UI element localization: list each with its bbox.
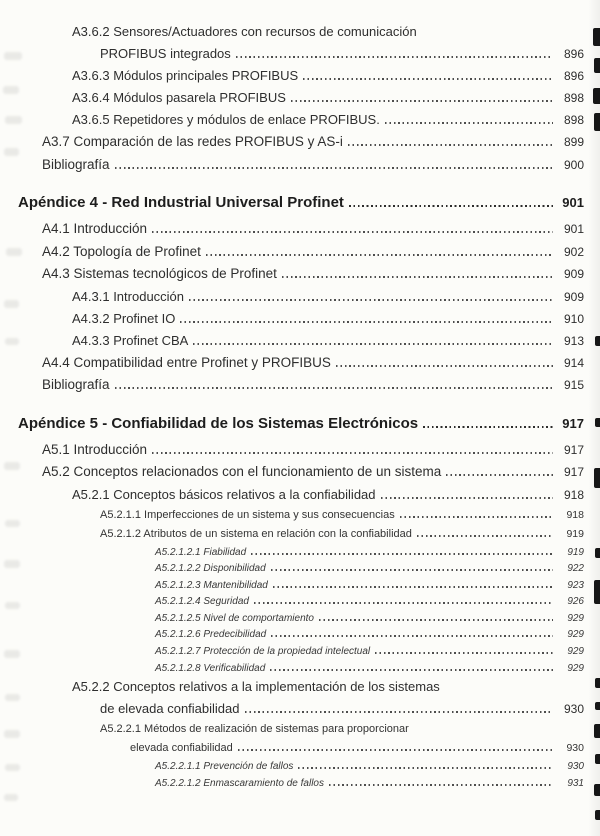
scan-edge-artifact [594,580,600,604]
toc-entry-label: A5.2.1.2.7 Protección de la propiedad intelectual [155,646,371,658]
toc-entry [0,464,600,487]
dot-leader [193,343,553,345]
toc-entry-line [0,311,600,333]
toc-entry-label: Apéndice 4 - Red Industrial Universal Profinet [18,194,344,211]
dot-leader [270,669,553,671]
toc-entry-label: A5.2.2.1.1 Prevención de fallos [155,761,294,773]
toc-entry [0,266,600,289]
toc-entry [0,723,600,761]
toc-entry [0,244,600,267]
toc-entry [0,629,600,646]
dot-leader [238,749,553,751]
page-number: 909 [563,289,584,304]
toc-entry [0,289,600,311]
toc-entry [0,487,600,509]
toc-entry-label: A3.6.2 Sensores/Actuadores con recursos de comunicación [72,24,417,39]
toc-entry-line [0,547,600,564]
toc-entry-line [0,509,600,528]
toc-entry-line [0,563,600,580]
toc-entry-label: A5.2.2.1 Métodos de realización de sistemas para proporcionar [100,723,409,736]
toc-entry-line [0,629,600,646]
page-number: 899 [563,135,584,149]
dot-leader [180,321,553,323]
toc-entry-line [0,663,600,680]
toc-entry-line [0,613,600,630]
page-number: 896 [563,69,584,83]
toc-entry [0,778,600,795]
page-number: 931 [567,777,584,789]
toc-entry-line [0,221,600,244]
scan-edge-artifact [595,754,600,764]
toc-entry [0,547,600,564]
toc-entry-label: A5.2.1.2.2 Disponibilidad [155,563,266,575]
scan-edge-artifact [594,784,600,796]
page-number: 930 [566,742,584,755]
toc-entry-label: A5.2.1.2.5 Nivel de comportamiento [155,612,314,624]
page-number: 901 [563,222,584,236]
toc-entry-label: A5.2.1 Conceptos básicos relativos a la confiabilidad [72,486,376,502]
dot-leader [271,569,553,571]
toc-entry-label: A4.4 Compatibilidad entre Profinet y PROFIBUS [42,354,331,370]
scan-edge-artifact [595,336,600,346]
page-number: 914 [563,355,584,370]
dot-leader [206,254,553,256]
toc-entry [0,580,600,597]
page-number: 917 [563,442,584,457]
toc-entry-line [0,377,600,400]
dot-leader [298,767,553,769]
scan-edge-artifact [593,28,600,46]
dot-leader [152,452,553,454]
toc-entry-label: A5.2 Conceptos relacionados con el funcionamiento de un sistema [42,464,442,479]
page-number: 923 [567,579,584,591]
toc-entry [0,563,600,580]
scan-edge-artifact [594,468,600,488]
table-of-contents [0,24,600,794]
toc-entry [0,442,600,465]
scan-edge-artifact [594,113,600,131]
dot-leader [417,535,553,537]
toc-entry-label: PROFIBUS integrados [100,46,231,61]
toc-entry-line [0,244,600,267]
toc-entry-line [0,580,600,597]
toc-entry-line [0,289,600,311]
toc-entry-line [0,442,600,465]
dot-leader [273,586,553,588]
toc-entry-label: A4.1 Introducción [42,221,148,236]
toc-entry-label: A4.2 Topología de Profinet [42,243,201,259]
toc-entry [0,157,600,180]
toc-entry-label: Bibliografía [42,156,110,172]
toc-entry [0,221,600,244]
dot-leader [336,365,553,367]
page-number: 902 [563,244,584,259]
toc-entry-label: A4.3.2 Profinet IO [72,310,176,326]
toc-entry [0,613,600,630]
toc-entry-label: A5.2.1.2.4 Seguridad [155,596,249,608]
toc-entry-line [0,701,600,723]
page-number: 930 [567,761,584,773]
dot-leader [329,784,553,786]
toc-entry-line [0,778,600,795]
dot-leader [282,276,553,278]
scan-edge-artifact [594,58,600,73]
scan-edge-artifact [595,702,600,710]
toc-entry-line [0,528,600,547]
dot-leader [423,426,553,428]
toc-entry-label: A4.3.3 Profinet CBA [72,332,189,348]
dot-leader [115,387,553,389]
toc-entry-line [0,194,600,218]
toc-entry-label: A5.2.1.2 Atributos de un sistema en relación con la confiabilidad [100,527,412,540]
toc-entry-line [0,464,600,487]
bleed-through-mark [4,794,18,801]
page-number: 930 [563,702,584,717]
toc-entry [0,355,600,378]
page-number: 901 [562,195,584,210]
toc-entry [0,663,600,680]
toc-entry [0,134,600,157]
dot-leader [446,474,553,476]
dot-leader [375,652,553,654]
toc-entry [0,333,600,355]
page-number: 929 [567,629,584,641]
toc-entry [0,509,600,528]
toc-entry-line [0,68,600,90]
toc-entry-label: A3.6.4 Módulos pasarela PROFIBUS [72,90,286,105]
dot-leader [291,100,553,102]
dot-leader [271,635,553,637]
dot-leader [303,78,553,80]
page-number: 896 [563,47,584,61]
dot-leader [319,619,553,621]
toc-entry-line [0,46,600,68]
toc-entry-label: A5.2.2 Conceptos relativos a la implementación de los sistemas [72,679,440,695]
page-number: 919 [567,546,584,558]
toc-entry [0,646,600,663]
toc-entry-line [0,112,600,134]
page-number: 929 [567,646,584,658]
toc-entry-label: A5.2.1.2.1 Fiabilidad [155,546,247,558]
toc-entry-label: A5.2.1.2.3 Mantenibilidad [155,579,268,591]
toc-entry-line [0,487,600,509]
page-number: 913 [563,333,584,348]
toc-entry-label: A3.6.3 Módulos principales PROFIBUS [72,68,299,83]
dot-leader [385,122,553,124]
page-number: 909 [563,267,584,281]
page-number: 898 [563,91,584,105]
toc-entry-label: A5.2.1.2.6 Predecibilidad [155,629,267,641]
toc-entry-label: A3.7 Comparación de las redes PROFIBUS y AS-i [42,134,343,149]
toc-entry [0,596,600,613]
dot-leader [236,56,553,58]
toc-entry-line [0,333,600,355]
page-number: 900 [563,157,584,172]
page-number: 926 [567,596,584,608]
toc-entry-label: A5.2.1.2.8 Verificabilidad [155,662,266,674]
toc-entry-line [0,134,600,157]
page-number: 910 [563,311,584,326]
toc-entry-line [0,355,600,378]
toc-entry [0,112,600,134]
toc-entry [0,311,600,333]
dot-leader [381,497,553,499]
toc-entry [0,24,600,68]
toc-entry [0,679,600,723]
toc-entry [0,377,600,400]
scan-edge-artifact [593,88,600,104]
toc-entry-line [0,646,600,663]
page-number: 919 [566,527,584,540]
dot-leader [400,516,553,518]
dot-leader [348,144,553,146]
toc-entry-line [0,266,600,289]
toc-entry-line [0,679,600,701]
toc-heading-entry [0,194,600,218]
toc-entry-line [0,90,600,112]
scan-edge-artifact [595,678,600,688]
page-number: 918 [563,487,584,502]
page-number: 915 [563,378,584,392]
scan-edge-artifact [595,810,600,820]
toc-entry [0,761,600,778]
toc-entry-label: A5.1 Introducción [42,441,148,457]
toc-entry-line [0,723,600,742]
dot-leader [245,711,554,713]
toc-entry-label: A4.3.1 Introducción [72,288,185,304]
page-number: 918 [566,508,584,521]
dot-leader [115,167,553,169]
scan-edge-artifact [594,724,600,738]
dot-leader [251,553,553,555]
toc-entry-label: Apéndice 5 - Confiabilidad de los Sistemas Electrónicos [18,414,419,432]
toc-entry [0,528,600,547]
toc-entry-label: elevada confiabilidad [130,742,233,755]
toc-entry-line [0,742,600,761]
dot-leader [189,299,553,301]
page-number: 929 [567,612,584,624]
toc-entry-label: A4.3 Sistemas tecnológicos de Profinet [42,266,277,281]
toc-entry-label: A5.2.2.1.2 Enmascaramiento de fallos [155,777,324,789]
dot-leader [349,205,553,207]
page-number: 922 [567,563,584,575]
page-number: 917 [562,415,584,431]
toc-entry-line [0,596,600,613]
toc-entry [0,90,600,112]
page-number: 929 [567,662,584,674]
scan-edge-artifact [595,418,600,427]
dot-leader [254,602,553,604]
toc-entry-label: A3.6.5 Repetidores y módulos de enlace PROFIBUS. [72,112,380,127]
toc-entry-label: de elevada confiabilidad [100,701,240,717]
toc-entry-line [0,157,600,180]
dot-leader [152,231,553,233]
page-number: 898 [563,113,584,127]
toc-entry [0,68,600,90]
scan-edge-artifact [595,548,600,558]
toc-entry-label: Bibliografía [42,377,110,392]
toc-entry-line [0,761,600,778]
toc-heading-entry [0,415,600,439]
toc-entry-line [0,415,600,439]
toc-entry-label: A5.2.1.1 Imperfecciones de un sistema y sus consecuencias [100,508,395,521]
toc-entry-line [0,24,600,46]
page-number: 917 [563,465,584,479]
